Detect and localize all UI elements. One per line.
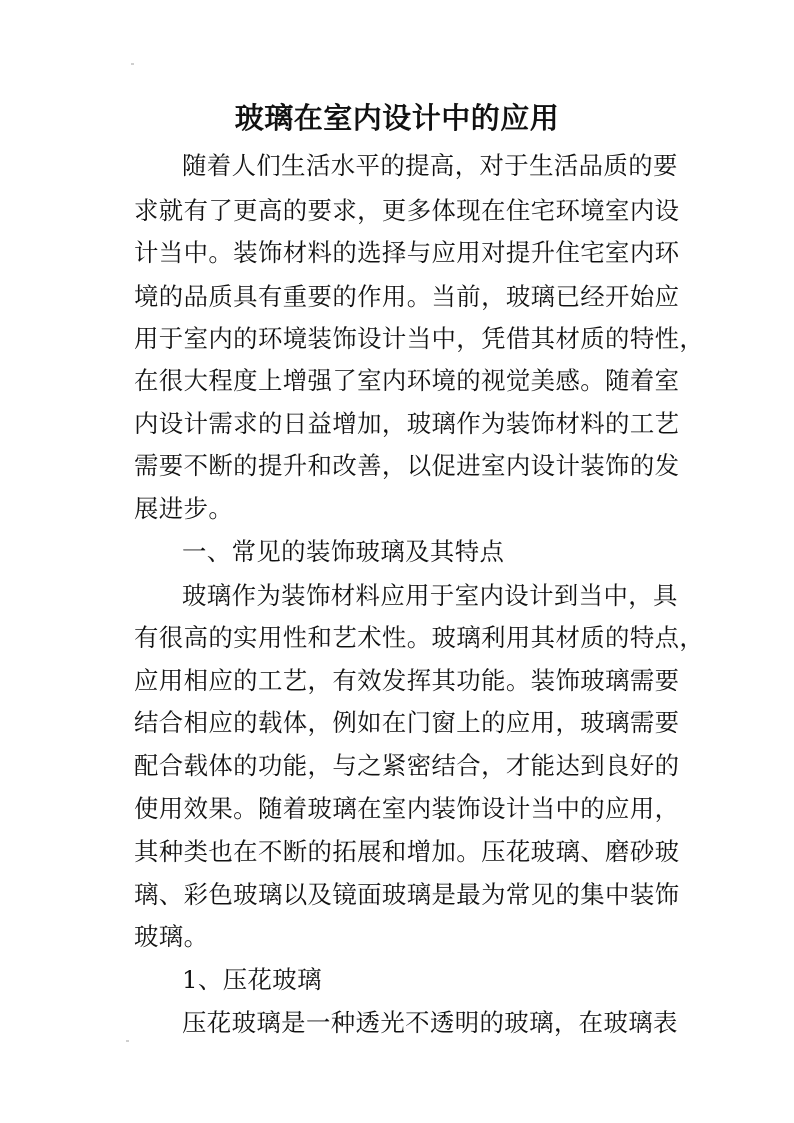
paragraph-line: 其种类也在不断的拓展和增加。压花玻璃、磨砂玻 bbox=[134, 837, 680, 866]
scan-speck bbox=[131, 63, 134, 65]
document-title: 玻璃在室内设计中的应用 bbox=[234, 101, 560, 135]
paragraph-line: 使用效果。随着玻璃在室内装饰设计当中的应用， bbox=[134, 794, 680, 823]
scan-speck bbox=[126, 1040, 129, 1042]
paragraph-line: 玻璃作为装饰材料应用于室内设计到当中，具 bbox=[182, 581, 678, 610]
paragraph-line: 有很高的实用性和艺术性。玻璃利用其材质的特点， bbox=[134, 623, 705, 652]
paragraph-line: 在很大程度上增强了室内环境的视觉美感。随着室 bbox=[134, 366, 680, 395]
paragraph-line: 玻璃。 bbox=[134, 922, 209, 951]
paragraph-line: 用于室内的环境装饰设计当中，凭借其材质的特性， bbox=[134, 324, 705, 353]
paragraph-line: 应用相应的工艺，有效发挥其功能。装饰玻璃需要 bbox=[134, 666, 680, 695]
paragraph-line: 需要不断的提升和改善，以促进室内设计装饰的发 bbox=[134, 451, 680, 480]
section-heading: 一、常见的装饰玻璃及其特点 bbox=[182, 537, 505, 566]
paragraph-line: 压花玻璃是一种透光不透明的玻璃，在玻璃表 bbox=[182, 1008, 678, 1037]
paragraph-line: 随着人们生活水平的提高，对于生活品质的要 bbox=[182, 151, 678, 180]
paragraph-line: 配合载体的功能，与之紧密结合，才能达到良好的 bbox=[134, 751, 680, 780]
paragraph-line: 境的品质具有重要的作用。当前，玻璃已经开始应 bbox=[134, 282, 680, 311]
paragraph-line: 求就有了更高的要求，更多体现在住宅环境室内设 bbox=[134, 196, 680, 225]
paragraph-line: 计当中。装饰材料的选择与应用对提升住宅室内环 bbox=[134, 238, 680, 267]
paragraph-line: 结合相应的载体，例如在门窗上的应用，玻璃需要 bbox=[134, 708, 680, 737]
paragraph-line: 展进步。 bbox=[134, 494, 234, 523]
paragraph-line: 璃、彩色玻璃以及镜面玻璃是最为常见的集中装饰 bbox=[134, 880, 680, 909]
paragraph-line: 内设计需求的日益增加，玻璃作为装饰材料的工艺 bbox=[134, 409, 680, 438]
subsection-heading: 1、压花玻璃 bbox=[182, 965, 322, 994]
